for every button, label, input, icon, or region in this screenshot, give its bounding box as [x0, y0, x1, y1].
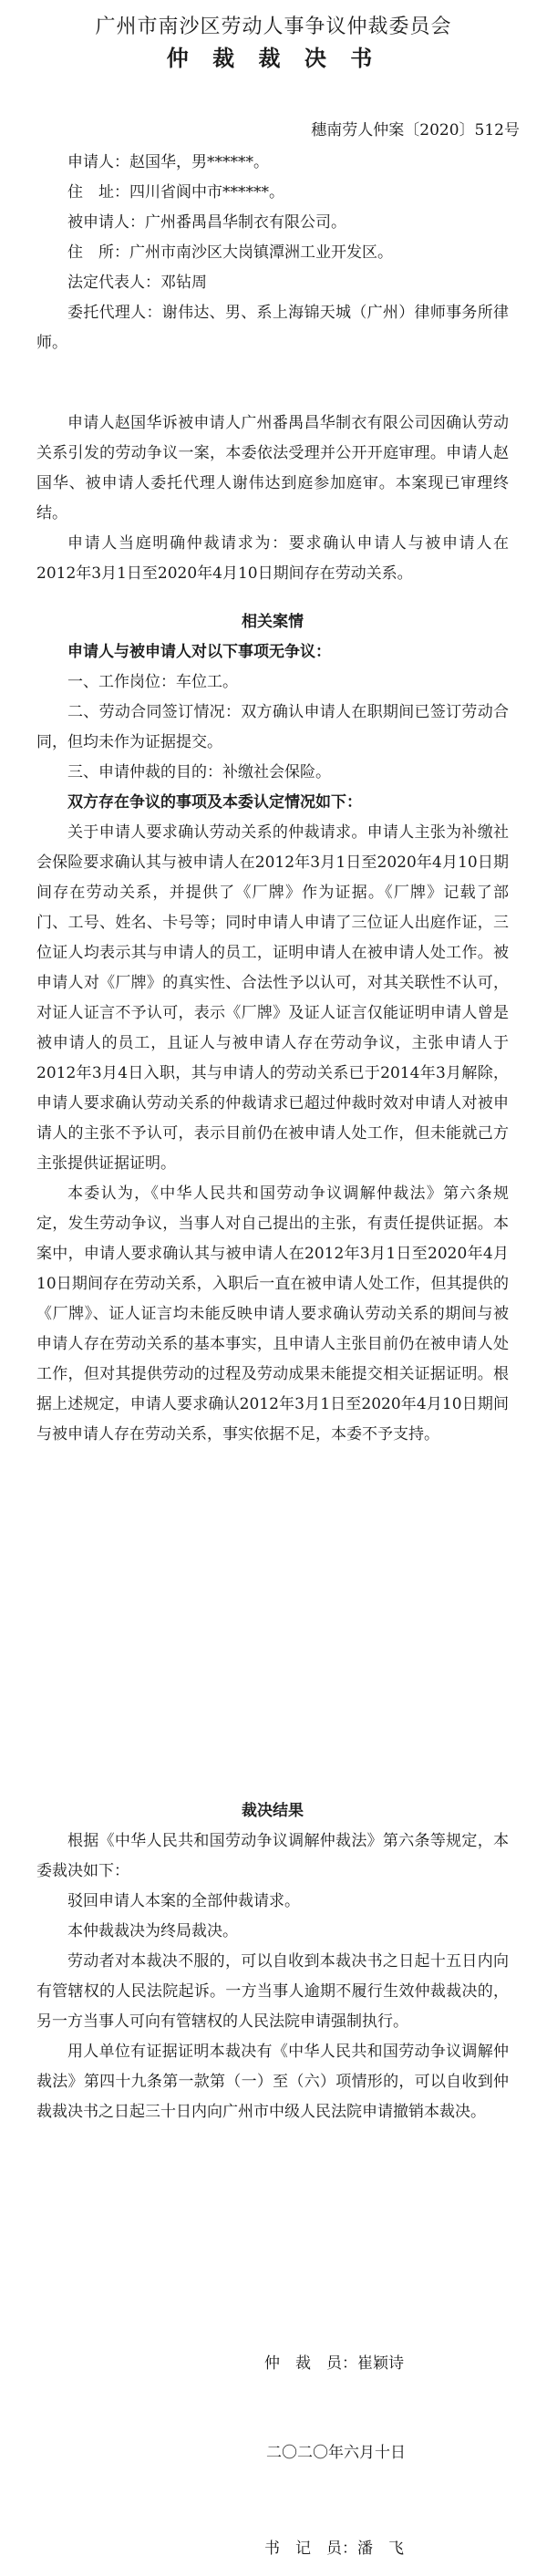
intro-paragraph: 申请人赵国华诉被申请人广州番禺昌华制衣有限公司因确认劳动关系引发的劳动争议一案，本委依法受理并公开开庭审理。申请人赵国华、被申请人委托代理人谢伟达到庭参加庭审。本案现已审理终结。 [36, 414, 509, 522]
ruling-section [36, 1796, 509, 2127]
respondent-address-line: 住 所：广州市南沙区大岗镇潭洲工业开发区。 [67, 243, 393, 262]
revocation-paragraph: 用人单位有证据证明本裁决有《中华人民共和国劳动争议调解仲裁法》第四十九条第一款第（一）至（六）项情形的，可以自收到仲裁裁决书之日起三十日内向广州市中级人民法院申请撤销本裁决。 [36, 2043, 509, 2121]
applicant-line: 申请人：赵国华，男******。 [67, 153, 269, 171]
undisputed-item-2: 二、劳动合同签订情况：双方确认申请人在职期间已签订劳动合同，但均未作为证据提交。 [36, 703, 509, 751]
dispute-paragraph: 关于申请人要求确认劳动关系的仲裁请求。申请人主张为补缴社会保险要求确认其与被申请人在2012年3月1日至2020年4月10日期间存在劳动关系，并提供了《厂牌》作为证据。《厂牌》记载了部门、工号、姓名、卡号等；同时申请人申请了三位证人出庭作证，三位证人均表示其与申请人的员工，证明申请人在被申请人处工作。被申请人对《厂牌》的真实性、合法性予以认可，对其关联性不认可，对证人证言不予认可，表示《厂牌》及证人证言仅能证明申请人曾是被申请人的员工，且证人与被申请人存在劳动争议，主张申请人于2012年3月4日入职，其与申请人的劳动关系已于2014年3月解除，申请人要求确认劳动关系的仲裁请求已超过仲裁时效对申请人对被申请人的主张不予认可，表示目前仍在被申请人处工作，但未能就己方主张提供证据证明。 [36, 823, 509, 1173]
agent-line: 委托代理人：谢伟达、男、系上海锦天城（广州）律师事务所律师。 [36, 304, 509, 352]
finding-paragraph: 本委认为，《中华人民共和国劳动争议调解仲裁法》第六条规定，发生劳动争议，当事人对自己提出的主张，有责任提供证据。本案中，申请人要求确认其与被申请人在2012年3月1日至2020年4月10日期间存在劳动关系，入职后一直在被申请人处工作，但其提供的《厂牌》、证人证言均未能反映申请人要求确认劳动关系的期间与被申请人存在劳动关系的基本事实，且申请人主张目前仍在被申请人处工作，但对其提供劳动的过程及劳动成果未能提交相关证据证明。根据上述规定，申请人要求确认2012年3月1日至2020年4月10日期间与被申请人存在劳动关系，事实依据不足，本委不予支持。 [36, 1185, 509, 1443]
ruling-heading: 裁决结果 [242, 1802, 304, 1820]
legal-representative-line: 法定代表人：邓钻周 [67, 274, 207, 292]
appeal-rights-paragraph: 劳动者对本裁决不服的，可以自收到本裁决书之日起十五日内向有管辖权的人民法院起诉。一方当事人逾期不履行生效仲裁裁决的，另一方当事人可向有管辖权的人民法院申请强制执行。 [36, 1952, 509, 2031]
applicant-address-line: 住 址：四川省阆中市******。 [67, 183, 284, 202]
ruling-basis-paragraph: 根据《中华人民共和国劳动争议调解仲裁法》第六条等规定，本委裁决如下： [36, 1832, 509, 1880]
respondent-line: 被申请人：广州番禺昌华制衣有限公司。 [67, 213, 346, 232]
intro-section [36, 409, 509, 589]
ruling-final: 本仲裁裁决为终局裁决。 [67, 1922, 238, 1940]
undisputed-heading: 申请人与被申请人对以下事项无争议： [67, 643, 331, 661]
parties-section [36, 148, 509, 358]
organization-title: 广州市南沙区劳动人事争议仲裁委员会 [95, 16, 452, 38]
disputed-heading: 双方存在争议的事项及本委认定情况如下： [67, 793, 362, 812]
arbitrator-signature: 仲 裁 员：崔颖诗 [264, 2354, 404, 2373]
case-number: 穗南劳人仲案〔2020〕512号 [311, 121, 520, 140]
clerk-signature: 书 记 员：潘 飞 [264, 2540, 404, 2558]
claim-paragraph: 申请人当庭明确仲裁请求为：要求确认申请人与被申请人在2012年3月1日至2020年4月10日期间存在劳动关系。 [36, 534, 509, 583]
undisputed-item-3: 三、申请仲裁的目的：补缴社会保险。 [67, 763, 331, 781]
facts-heading: 相关案情 [242, 613, 304, 631]
undisputed-item-1: 一、工作岗位：车位工。 [67, 673, 238, 691]
document-title: 仲 裁 裁 决 书 [166, 45, 381, 71]
ruling-dismissal: 驳回申请人本案的全部仲裁请求。 [67, 1892, 300, 1910]
facts-section [36, 607, 509, 1450]
award-date: 二〇二〇年六月十日 [266, 2444, 406, 2462]
